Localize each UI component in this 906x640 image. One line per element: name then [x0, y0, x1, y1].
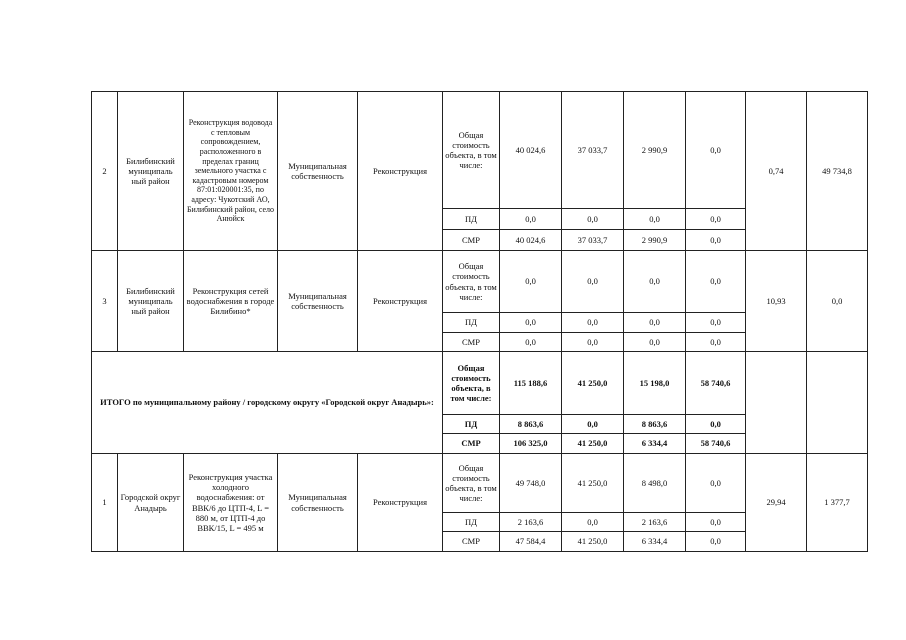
- value-cell: 58 740,6: [686, 434, 746, 454]
- work-type-cell: Реконструкция: [358, 92, 443, 251]
- cost-label: Общая стоимость объекта, в том числе:: [443, 92, 500, 209]
- value-cell: 40 024,6: [500, 92, 562, 209]
- result-cell: [807, 352, 868, 454]
- ownership-cell: Муниципальная собственность: [278, 454, 358, 552]
- value-cell: 41 250,0: [562, 532, 624, 552]
- result-cell: 0,0: [807, 251, 868, 352]
- value-cell: 8 863,6: [624, 415, 686, 434]
- value-cell: 0,0: [624, 313, 686, 333]
- value-cell: 0,0: [562, 513, 624, 532]
- value-cell: 2 990,9: [624, 92, 686, 209]
- indicator-cell: [746, 352, 807, 454]
- value-cell: 0,0: [624, 333, 686, 352]
- value-cell: 41 250,0: [562, 454, 624, 513]
- value-cell: 0,0: [686, 230, 746, 251]
- row-number: 1: [92, 454, 118, 552]
- value-cell: 0,0: [686, 513, 746, 532]
- object-cell: Реконструкция сетей водоснабжения в городе Билибино*: [184, 251, 278, 352]
- district-cell: Городской округ Анадырь: [118, 454, 184, 552]
- value-cell: 6 334,4: [624, 532, 686, 552]
- value-cell: 0,0: [500, 313, 562, 333]
- result-cell: 49 734,8: [807, 92, 868, 251]
- indicator-cell: 10,93: [746, 251, 807, 352]
- value-cell: 0,0: [500, 333, 562, 352]
- value-cell: 2 163,6: [624, 513, 686, 532]
- row-number: 2: [92, 92, 118, 251]
- ownership-cell: Муниципальная собственность: [278, 92, 358, 251]
- value-cell: 41 250,0: [562, 434, 624, 454]
- cost-label: Общая стоимость объекта, в том числе:: [443, 251, 500, 313]
- value-cell: 0,0: [500, 209, 562, 230]
- value-cell: 0,0: [686, 313, 746, 333]
- value-cell: 8 498,0: [624, 454, 686, 513]
- object-cell: Реконструкция участка холодного водоснабжения: от ВВК/6 до ЦТП-4, L = 880 м, от ЦТП-4 до ВВК/15, L = 495 м: [184, 454, 278, 552]
- indicator-cell: 29,94: [746, 454, 807, 552]
- value-cell: 2 990,9: [624, 230, 686, 251]
- row-number: 3: [92, 251, 118, 352]
- value-cell: 0,0: [562, 333, 624, 352]
- value-cell: 0,0: [686, 209, 746, 230]
- table-row: [92, 454, 868, 513]
- smr-label: СМР: [443, 230, 500, 251]
- indicator-cell: 0,74: [746, 92, 807, 251]
- value-cell: 0,0: [562, 313, 624, 333]
- value-cell: 8 863,6: [500, 415, 562, 434]
- pd-label: ПД: [443, 513, 500, 532]
- smr-label: СМР: [443, 532, 500, 552]
- cost-label: Общая стоимость объекта, в том числе:: [443, 454, 500, 513]
- value-cell: 37 033,7: [562, 92, 624, 209]
- value-cell: 0,0: [686, 333, 746, 352]
- value-cell: 0,0: [562, 251, 624, 313]
- value-cell: 115 188,6: [500, 352, 562, 415]
- smr-label: СМР: [443, 333, 500, 352]
- ownership-cell: Муниципальная собственность: [278, 251, 358, 352]
- smr-label: СМР: [443, 434, 500, 454]
- value-cell: 0,0: [686, 92, 746, 209]
- value-cell: 0,0: [686, 532, 746, 552]
- table-row: [92, 251, 868, 313]
- pd-label: ПД: [443, 209, 500, 230]
- district-cell: Билибинский муниципаль ный район: [118, 251, 184, 352]
- value-cell: 0,0: [500, 251, 562, 313]
- value-cell: 0,0: [624, 209, 686, 230]
- value-cell: 0,0: [686, 454, 746, 513]
- value-cell: 58 740,6: [686, 352, 746, 415]
- value-cell: 37 033,7: [562, 230, 624, 251]
- value-cell: 49 748,0: [500, 454, 562, 513]
- district-cell: Билибинский муниципаль ный район: [118, 92, 184, 251]
- pd-label: ПД: [443, 313, 500, 333]
- value-cell: 2 163,6: [500, 513, 562, 532]
- value-cell: 0,0: [562, 209, 624, 230]
- value-cell: 15 198,0: [624, 352, 686, 415]
- value-cell: 0,0: [624, 251, 686, 313]
- value-cell: 41 250,0: [562, 352, 624, 415]
- value-cell: 0,0: [686, 415, 746, 434]
- cost-label: Общая стоимость объекта, в том числе:: [443, 352, 500, 415]
- total-label: ИТОГО по муниципальному району / городскому округу «Городской округ Анадырь»:: [92, 352, 443, 454]
- value-cell: 40 024,6: [500, 230, 562, 251]
- pd-label: ПД: [443, 415, 500, 434]
- result-cell: 1 377,7: [807, 454, 868, 552]
- investment-table: [91, 91, 868, 552]
- table-row: [92, 92, 868, 209]
- work-type-cell: Реконструкция: [358, 454, 443, 552]
- value-cell: 6 334,4: [624, 434, 686, 454]
- value-cell: 47 584,4: [500, 532, 562, 552]
- work-type-cell: Реконструкция: [358, 251, 443, 352]
- value-cell: 0,0: [562, 415, 624, 434]
- value-cell: 106 325,0: [500, 434, 562, 454]
- value-cell: 0,0: [686, 251, 746, 313]
- total-row: [92, 352, 868, 415]
- object-cell: Реконструкция водовода с тепловым сопровождением, расположенного в пределах границ земельного участка с кадастровым номером 87:01:020001:35, по адресу: Чукотский АО, Билибинский район, село Анюйск: [184, 92, 278, 251]
